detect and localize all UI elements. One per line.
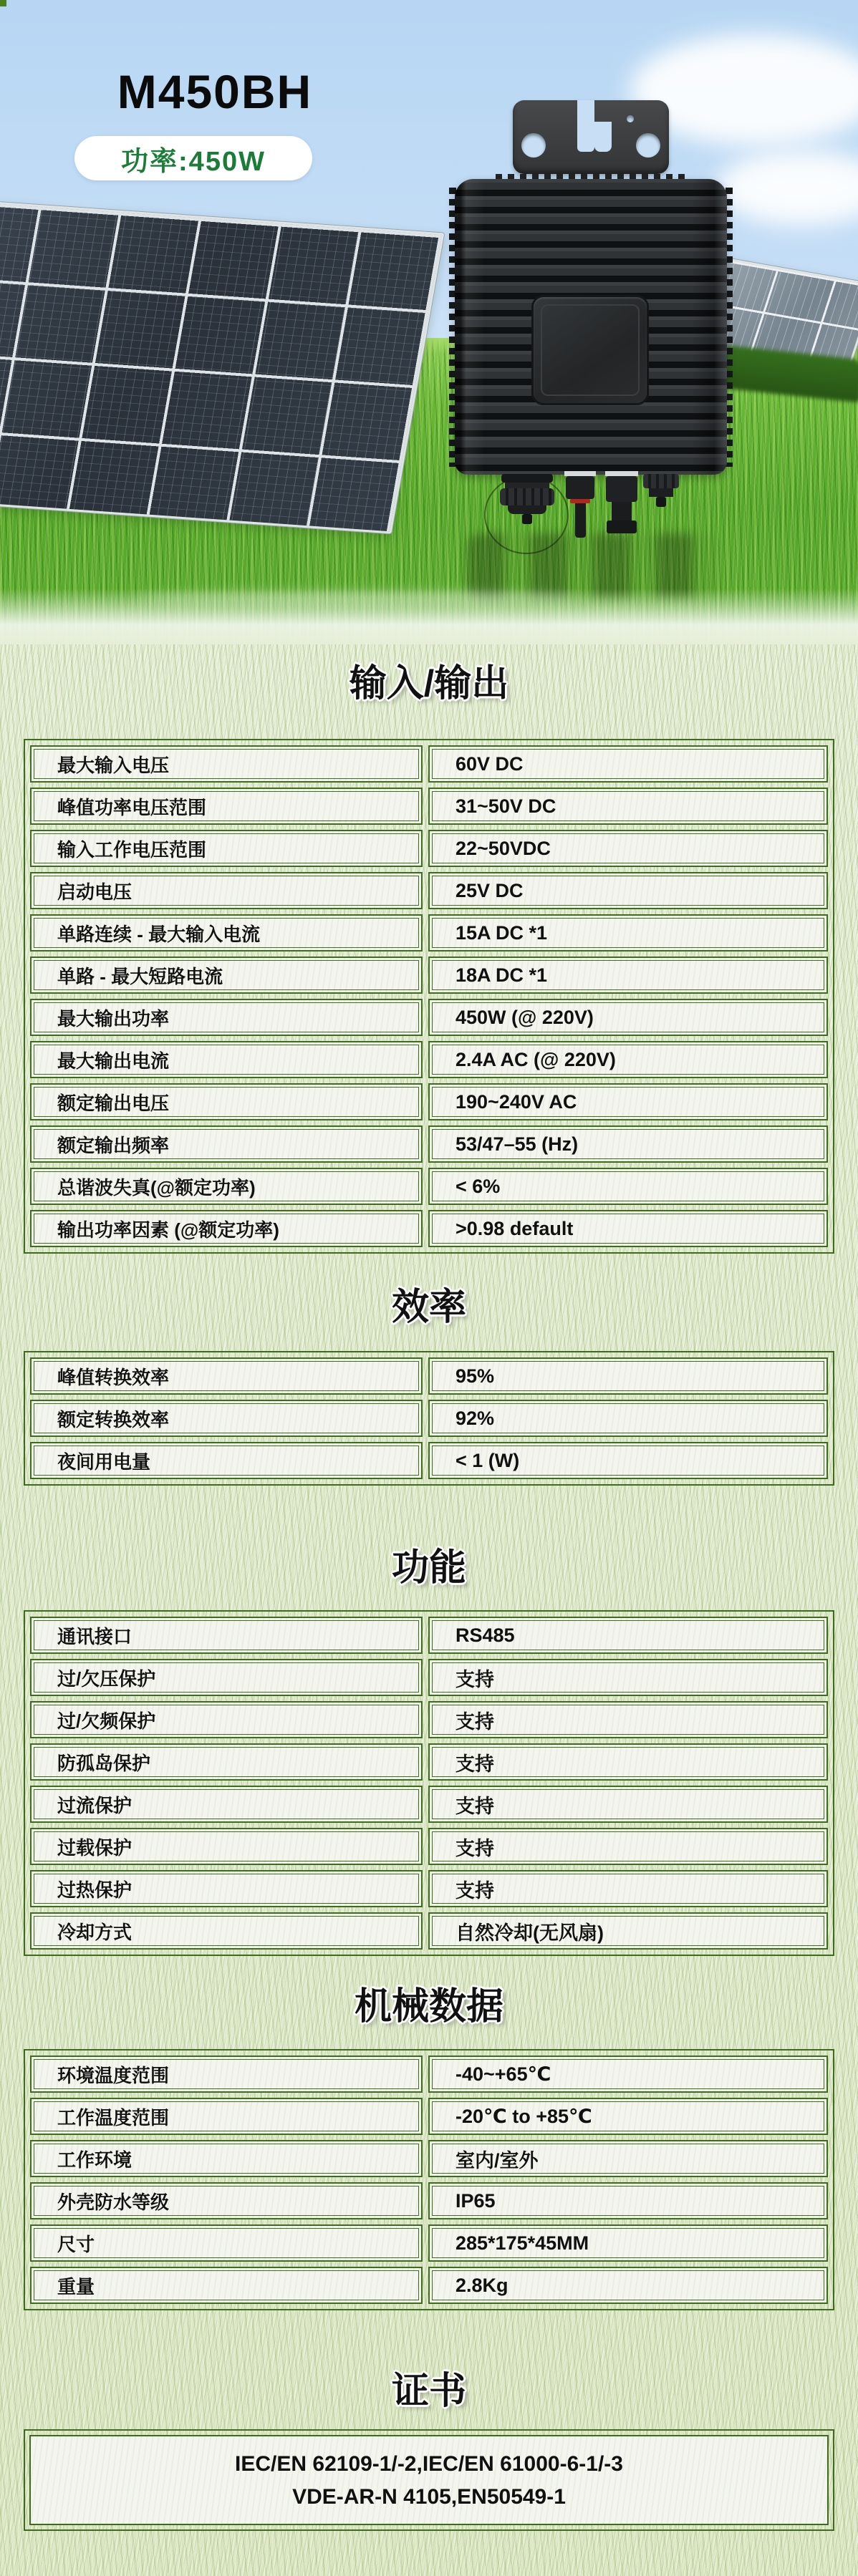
spec-content [0, 662, 858, 2531]
spec-value-cell [428, 914, 828, 952]
spec-value: 31~50V DC [455, 795, 556, 817]
spec-label: 工作环境 [57, 2149, 132, 2171]
table-row [30, 1400, 828, 1437]
spec-label: 过热保护 [57, 1879, 132, 1901]
spec-value: 2.4A AC (@ 220V) [455, 1048, 616, 1070]
spec-label-cell [30, 957, 423, 994]
spec-value: 18A DC *1 [455, 964, 548, 986]
spec-value: RS485 [455, 1624, 515, 1646]
bracket-hole-small [627, 115, 634, 122]
spec-value-cell [428, 1828, 828, 1865]
spec-value-cell [428, 2056, 828, 2093]
spec-label-cell [30, 1210, 423, 1247]
spec-value-cell [428, 2140, 828, 2177]
spec-label-cell [30, 1743, 423, 1781]
spec-label-cell [30, 1828, 423, 1865]
spec-label: 夜间用电量 [57, 1451, 151, 1473]
spec-label-cell [30, 1400, 423, 1437]
bracket-slot [594, 122, 612, 152]
spec-label: 防孤岛保护 [57, 1752, 151, 1774]
table-row [30, 1786, 828, 1823]
spec-label-cell [30, 1701, 423, 1738]
spec-value: < 1 (W) [455, 1449, 520, 1471]
spec-value: 95% [455, 1365, 495, 1387]
table-row [30, 1912, 828, 1950]
spec-label: 额定输出电压 [57, 1092, 170, 1114]
table-row [30, 914, 828, 952]
spec-value: IP65 [455, 2189, 496, 2212]
product-model-title: M450BH [117, 65, 313, 118]
table-row [30, 1617, 828, 1654]
spec-value-cell [428, 2224, 828, 2262]
spec-value-cell [428, 788, 828, 825]
table-row [30, 1210, 828, 1247]
spec-label: 外壳防水等级 [57, 2191, 170, 2213]
table-row [30, 1870, 828, 1907]
spec-label: 工作温度范围 [57, 2106, 170, 2129]
table-row [30, 1743, 828, 1781]
spec-value-cell [428, 1168, 828, 1205]
spec-label: 启动电压 [57, 881, 132, 903]
spec-label: 峰值转换效率 [57, 1366, 170, 1388]
solar-array-left [0, 199, 444, 533]
spec-label-cell [30, 1357, 423, 1395]
ac-connector [643, 474, 679, 507]
spec-label-cell [30, 745, 423, 783]
spec-value-cell [428, 1912, 828, 1950]
spec-value-cell [428, 1442, 828, 1479]
spec-value: < 6% [455, 1175, 501, 1197]
section-title-efficiency: 效率 [391, 1287, 466, 1328]
spec-value: -20℃ to +85℃ [455, 2105, 592, 2127]
table-row [30, 830, 828, 867]
spec-label-cell [30, 872, 423, 909]
spec-value: 支持 [455, 1753, 494, 1775]
table-row [30, 1701, 828, 1738]
spec-label-cell [30, 2224, 423, 2262]
bracket-slot [577, 100, 594, 152]
spec-label-cell [30, 914, 423, 952]
spec-value-cell [428, 1659, 828, 1696]
table-row [30, 1083, 828, 1120]
certificate-line: VDE-AR-N 4105,EN50549-1 [292, 2485, 566, 2509]
table-row [30, 1659, 828, 1696]
spec-value: 190~240V AC [455, 1090, 577, 1113]
spec-label-cell [30, 788, 423, 825]
spec-label-cell [30, 999, 423, 1036]
spec-value: 支持 [455, 1837, 494, 1859]
spec-value: 22~50VDC [455, 837, 551, 859]
spec-value-cell [428, 1743, 828, 1781]
spec-label: 额定输出频率 [57, 1134, 170, 1156]
bracket-hole-left [521, 133, 546, 158]
spec-label: 额定转换效率 [57, 1408, 170, 1430]
efficiency-table [24, 1351, 834, 1486]
spec-value-cell [428, 1210, 828, 1247]
spec-value: 支持 [455, 1668, 494, 1690]
spec-value-cell [428, 957, 828, 994]
spec-label-cell [30, 1125, 423, 1163]
spec-value-cell [428, 2267, 828, 2304]
spec-label-cell [30, 830, 423, 867]
certificate-line: IEC/EN 62109-1/-2,IEC/EN 61000-6-1/-3 [235, 2452, 623, 2476]
spec-label-cell [30, 2140, 423, 2177]
spec-value-cell [428, 1701, 828, 1738]
section-title-certificates: 证书 [391, 2371, 466, 2412]
table-row [30, 2182, 828, 2219]
spec-label-cell [30, 1442, 423, 1479]
spec-value-cell [428, 1786, 828, 1823]
table-row [30, 957, 828, 994]
spec-value: 支持 [455, 1710, 494, 1733]
spec-label-cell [30, 1168, 423, 1205]
spec-value: 450W (@ 220V) [455, 1006, 594, 1028]
spec-label: 输出功率因素 (@额定功率) [57, 1219, 279, 1241]
dc-round-connector [500, 474, 554, 524]
spec-value-cell [428, 830, 828, 867]
spec-value-cell [428, 999, 828, 1036]
table-row [30, 1168, 828, 1205]
spec-value-cell [428, 1400, 828, 1437]
spec-label: 过载保护 [57, 1836, 132, 1859]
mechanical-data-table [24, 2049, 834, 2310]
spec-label-cell [30, 1870, 423, 1907]
certificates-box [24, 2429, 834, 2531]
table-row [30, 999, 828, 1036]
table-row [30, 2267, 828, 2304]
table-row [30, 788, 828, 825]
section-title-features: 功能 [391, 1547, 466, 1589]
spec-value: 53/47–55 (Hz) [455, 1133, 579, 1155]
hero-fade-overlay [0, 589, 858, 644]
spec-value: 25V DC [455, 879, 524, 901]
spec-label-cell [30, 2098, 423, 2135]
nameplate-inner-frame [541, 304, 640, 396]
spec-value: 支持 [455, 1795, 494, 1817]
spec-value: 2.8Kg [455, 2274, 508, 2296]
spec-value-cell [428, 1617, 828, 1654]
spec-value-cell [428, 2182, 828, 2219]
table-row [30, 2224, 828, 2262]
spec-value: >0.98 default [455, 1217, 574, 1239]
spec-label: 总谐波失真(@额定功率) [57, 1176, 256, 1199]
input-output-table [24, 739, 834, 1254]
spec-label: 过流保护 [57, 1794, 132, 1816]
table-row [30, 2098, 828, 2135]
spec-label-cell [30, 1617, 423, 1654]
spec-value: 60V DC [455, 752, 524, 775]
mc4-connector-female [564, 471, 596, 538]
spec-label: 最大输入电压 [57, 754, 170, 776]
table-row [30, 1041, 828, 1078]
spec-label: 环境温度范围 [57, 2064, 170, 2086]
spec-value-cell [428, 872, 828, 909]
spec-value: 自然冷却(无风扇) [455, 1922, 604, 1944]
spec-value-cell [428, 1041, 828, 1078]
spec-label: 过/欠频保护 [57, 1710, 156, 1732]
table-row [30, 1125, 828, 1163]
spec-label: 最大输出功率 [57, 1007, 170, 1030]
spec-label: 单路连续 - 最大输入电流 [57, 923, 261, 945]
spec-label: 单路 - 最大短路电流 [57, 965, 223, 987]
spec-label: 输入工作电压范围 [57, 838, 207, 861]
section-title-mechanical: 机械数据 [354, 1986, 503, 2028]
table-row [30, 872, 828, 909]
spec-label: 重量 [57, 2275, 95, 2297]
spec-value: -40~+65℃ [455, 2063, 551, 2085]
features-table [24, 1610, 834, 1956]
spec-value: 支持 [455, 1879, 494, 1902]
spec-value-cell [428, 1357, 828, 1395]
table-row [30, 1442, 828, 1479]
table-row [30, 1828, 828, 1865]
spec-label-cell [30, 1041, 423, 1078]
spec-label: 尺寸 [57, 2233, 95, 2255]
spec-value-cell [428, 745, 828, 783]
spec-label: 峰值功率电压范围 [57, 796, 207, 818]
spec-value-cell [428, 1083, 828, 1120]
corner-accent-square [0, 0, 6, 6]
spec-value-cell [428, 1870, 828, 1907]
spec-value-cell [428, 1125, 828, 1163]
spec-label-cell [30, 1912, 423, 1950]
table-row [30, 2140, 828, 2177]
spec-label: 通讯接口 [57, 1625, 132, 1647]
power-badge: 功率:450W [74, 136, 312, 180]
spec-label: 过/欠压保护 [57, 1667, 156, 1690]
certificates-inner [29, 2435, 829, 2525]
spec-label-cell [30, 1786, 423, 1823]
inverter-nameplate [534, 297, 647, 403]
spec-label-cell [30, 2267, 423, 2304]
bracket-hole-right [636, 133, 660, 158]
section-title-input-output: 输入/输出 [349, 663, 509, 704]
cloud [716, 150, 858, 226]
spec-label-cell [30, 2056, 423, 2093]
spec-value: 285*175*45MM [455, 2232, 589, 2254]
spec-label: 冷却方式 [57, 1921, 132, 1943]
table-row [30, 745, 828, 783]
spec-value: 15A DC *1 [455, 921, 548, 944]
spec-value: 室内/室外 [455, 2149, 539, 2171]
spec-label: 最大输出电流 [57, 1050, 170, 1072]
hero-banner [0, 0, 858, 644]
spec-label-cell [30, 2182, 423, 2219]
spec-label-cell [30, 1083, 423, 1120]
spec-value-cell [428, 2098, 828, 2135]
table-row [30, 2056, 828, 2093]
mc4-connector-male [605, 471, 638, 533]
table-row [30, 1357, 828, 1395]
spec-label-cell [30, 1659, 423, 1696]
spec-value: 92% [455, 1407, 495, 1429]
